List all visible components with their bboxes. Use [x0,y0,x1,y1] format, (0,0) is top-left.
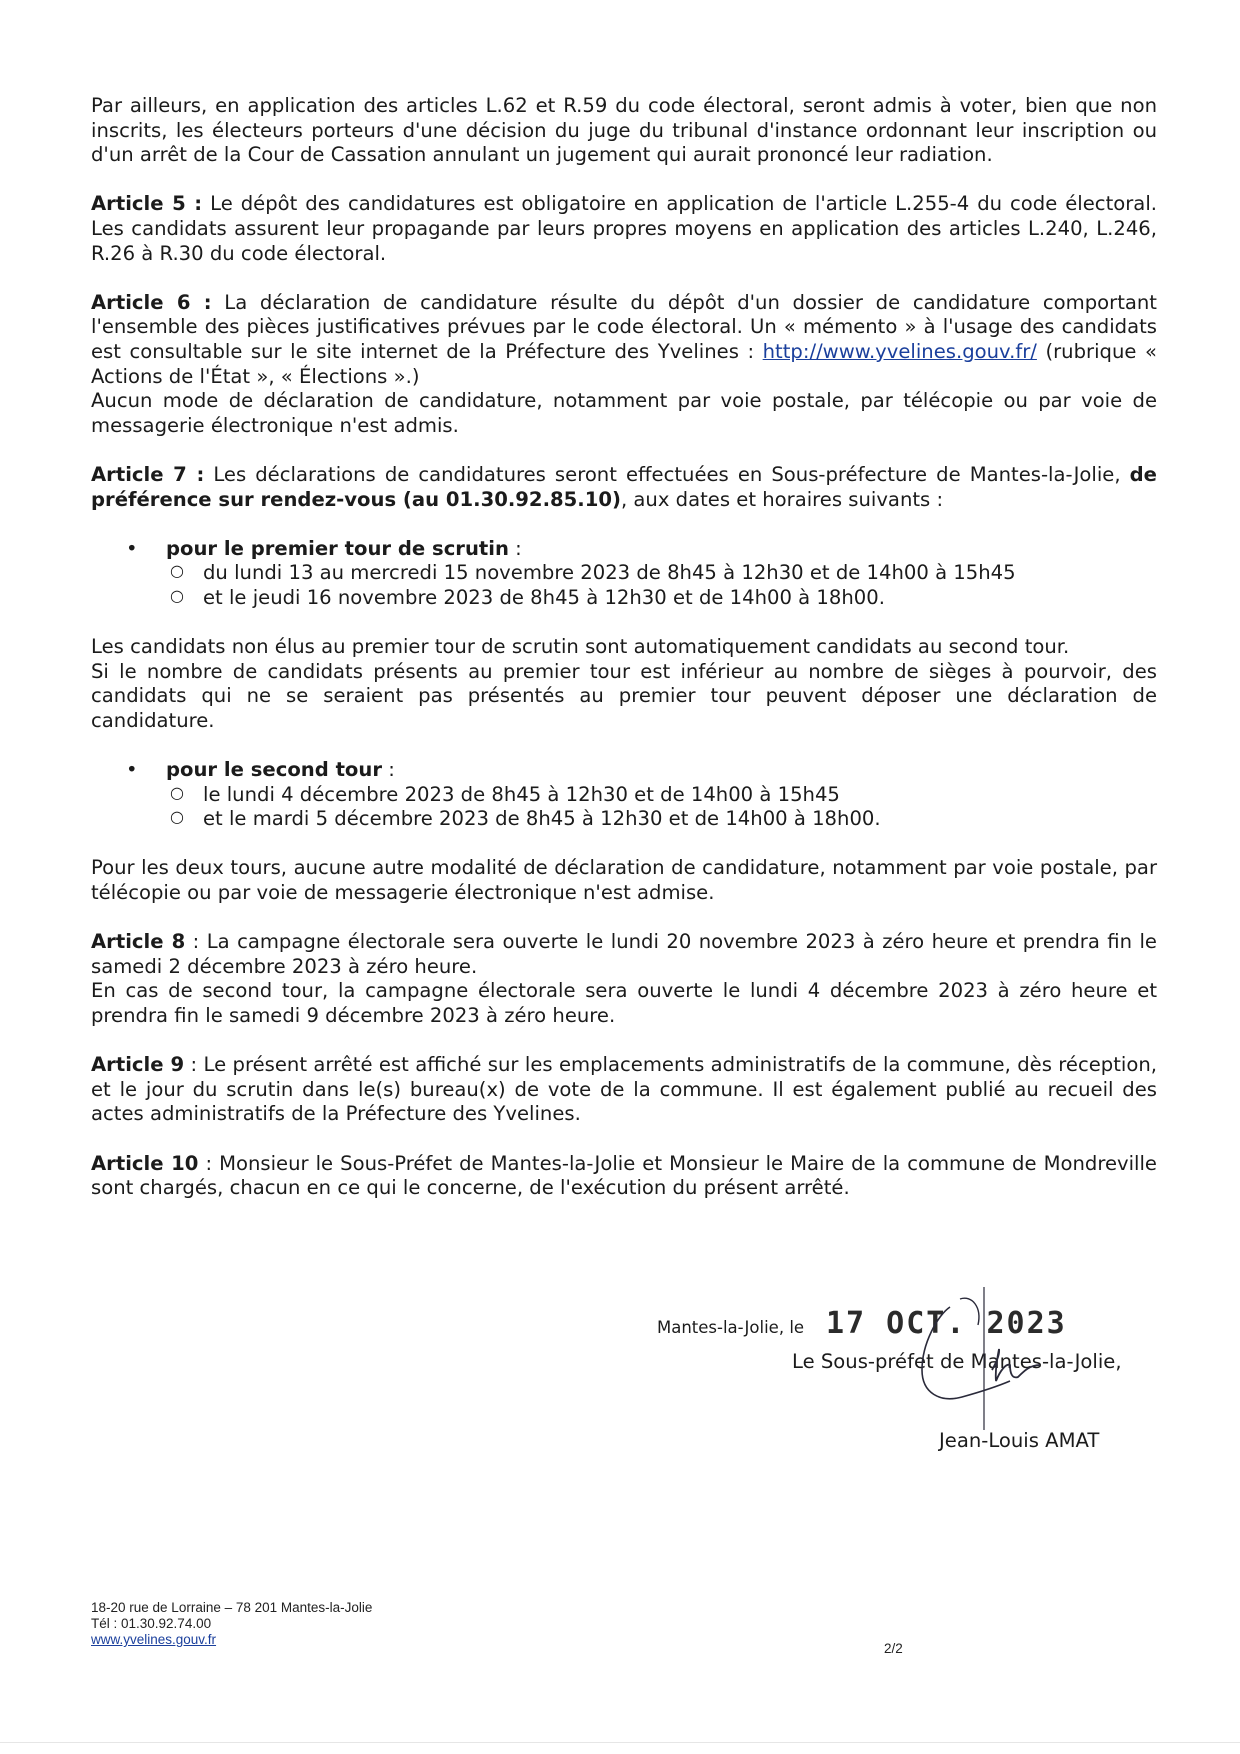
footer-website-link[interactable]: www.yvelines.gouv.fr [91,1632,217,1647]
bullet-circle-icon: ○ [170,782,184,802]
list-item: ○ et le mardi 5 décembre 2023 de 8h45 à 12h30 et de 14h00 à 18h00. [170,807,881,831]
bullet-circle-icon: ○ [170,807,184,827]
article-5: Article 5 : Le dépôt des candidatures est obligatoire en application de l'article L.255-4 du code électoral. Les candidats assurent leur propagande par leurs propres moyens en application des articles L.240, L.246, R.26 à R.30 du code électoral. [91,192,1157,265]
first-round-list [91,537,1157,611]
article-6-label: Article 6 : [91,290,212,314]
footer-address: 18-20 rue de Lorraine – 78 201 Mantes-la-Jolie [91,1600,373,1615]
signature-place: Mantes-la-Jolie, le [657,1318,805,1337]
article-8-continued: En cas de second tour, la campagne électorale sera ouverte le lundi 4 décembre 2023 à zéro heure et prendra fin le samedi 9 décembre 2023 à zéro heure. [91,979,1157,1027]
list-item: • pour le second tour : [126,758,395,782]
second-round-list [91,758,1157,832]
date-stamp: 17 OCT. 2023 [826,1306,1067,1341]
article-6-continued: Aucun mode de déclaration de candidature, notamment par voie postale, par télécopie ou par voie de messagerie électronique n'est admis. [91,389,1157,437]
bullet-circle-icon: ○ [170,561,184,581]
article-9-label: Article 9 [91,1053,185,1077]
article-6: Article 6 : La déclaration de candidature résulte du dépôt d'un dossier de candidature comportant l'ensemble des pièces justificatives prévues par le code électoral. Un « mémento » à l'usage des candidats est consultable sur le site internet de la Préfecture des Yvelines : http://www.yvelines.gouv.fr/ (rubrique « Actions de l'État », « Élections ».) [91,290,1157,388]
prefecture-website-link[interactable]: http://www.yvelines.gouv.fr/ [762,339,1037,363]
page-number: 2/2 [884,1641,903,1656]
appointment-phone: de préférence sur rendez-vous (au 01.30.92.85.10) [91,462,1157,511]
article-8-label: Article 8 [91,930,186,954]
bullet-dot-icon: • [126,536,138,560]
list-item: ○ et le jeudi 16 novembre 2023 de 8h45 à 12h30 et de 14h00 à 18h00. [170,585,885,609]
list-item: ○ du lundi 13 au mercredi 15 novembre 2023 de 8h45 à 12h30 et de 14h00 à 15h45 [170,561,1016,585]
article-7-label: Article 7 : [91,462,205,486]
list-item: ○ le lundi 4 décembre 2023 de 8h45 à 12h30 et de 14h00 à 15h45 [170,782,840,806]
paragraph-both-rounds: Pour les deux tours, aucune autre modalité de déclaration de candidature, notamment par voie postale, par télécopie ou par voie de messagerie électronique n'est admise. [91,856,1157,904]
article-8: Article 8 : La campagne électorale sera ouverte le lundi 20 novembre 2023 à zéro heure et prendra fin le samedi 2 décembre 2023 à zéro heure. [91,930,1157,978]
footer-phone: Tél : 01.30.92.74.00 [91,1616,212,1631]
paragraph-second-round-b: Si le nombre de candidats présents au premier tour est inférieur au nombre de sièges à pourvoir, des candidats qui ne se seraient pas présentés au premier tour peuvent déposer une déclaration de candidature. [91,659,1157,732]
paragraph-registration: Par ailleurs, en application des articles L.62 et R.59 du code électoral, seront admis à voter, bien que non inscrits, les électeurs porteurs d'une décision du juge du tribunal d'instance ordonnant leur inscription ou d'un arrêt de la Cour de Cassation annulant un jugement qui aurait prononcé leur radiation. [91,94,1157,167]
document-body [91,94,1157,1225]
article-10: Article 10 : Monsieur le Sous-Préfet de Mantes-la-Jolie et Monsieur le Maire de la commune de Mondreville sont chargés, chacun en ce qui le concerne, de l'exécution du présent arrêté. [91,1151,1157,1200]
signatory-name: Jean-Louis AMAT [939,1429,1100,1452]
article-7: Article 7 : Les déclarations de candidatures seront effectuées en Sous-préfecture de Mantes-la-Jolie, de préférence sur rendez-vous (au 01.30.92.85.10), aux dates et horaires suivants : [91,462,1157,511]
handwritten-signature-icon [900,1285,1090,1430]
paragraph-second-round-a: Les candidats non élus au premier tour de scrutin sont automatiquement candidats au second tour. [91,635,1070,659]
page-edge-divider [0,1742,1240,1743]
article-10-label: Article 10 [91,1151,199,1175]
bullet-circle-icon: ○ [170,585,184,605]
article-5-label: Article 5 : [91,192,203,216]
list-item: • pour le premier tour de scrutin : [126,536,522,560]
signatory-title: Le Sous-préfet de Mantes-la-Jolie, [792,1350,1122,1373]
article-9: Article 9 : Le présent arrêté est affiché sur les emplacements administratifs de la commune, dès réception, et le jour du scrutin dans le(s) bureau(x) de vote de la commune. Il est également publié au recueil des actes administratifs de la Préfecture des Yvelines. [91,1053,1158,1126]
footer [91,1600,372,1648]
bullet-dot-icon: • [126,758,138,782]
